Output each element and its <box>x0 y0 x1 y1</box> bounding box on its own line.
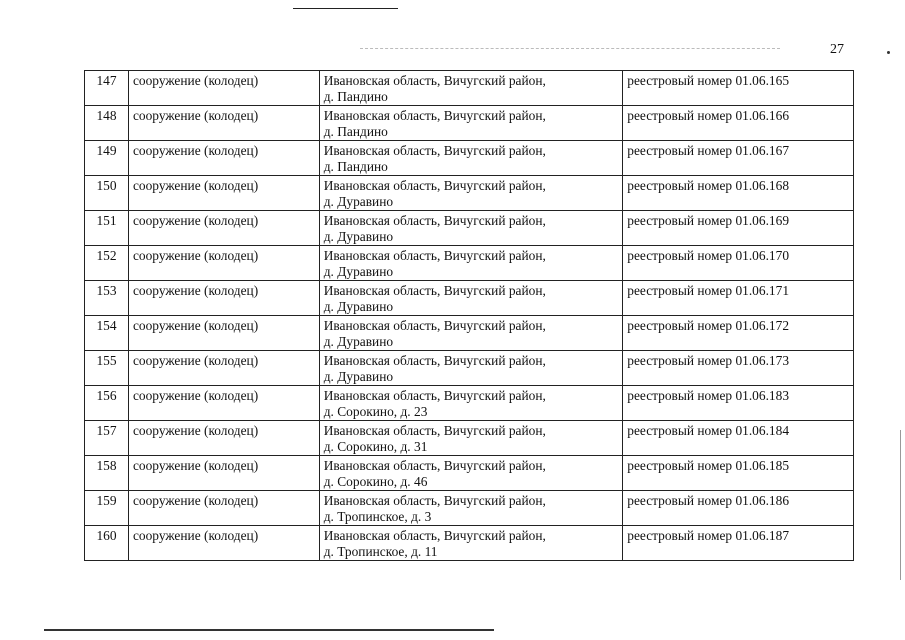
object-type-cell <box>128 491 319 526</box>
row-number-cell-line-1: 159 <box>96 493 117 508</box>
address-cell-line-2: д. Дуравино <box>323 229 394 244</box>
row-number-cell-line-1: 153 <box>96 283 117 298</box>
object-type-cell <box>128 316 319 351</box>
address-cell-line-1: Ивановская область, Вичугский район, <box>323 143 546 158</box>
row-number-cell <box>85 281 129 316</box>
object-type-cell-line-1: сооружение (колодец) <box>132 248 259 263</box>
table-row <box>85 106 854 141</box>
registry-number-cell <box>623 211 854 246</box>
registry-number-cell-line-1: реестровый номер 01.06.173 <box>627 353 790 368</box>
registry-number-cell <box>623 526 854 561</box>
object-type-cell-line-1: сооружение (колодец) <box>132 388 259 403</box>
address-cell <box>319 491 623 526</box>
registry-number-cell <box>623 106 854 141</box>
object-type-cell <box>128 351 319 386</box>
registry-number-cell-line-1: реестровый номер 01.06.187 <box>627 528 790 543</box>
address-cell-line-1: Ивановская область, Вичугский район, <box>323 248 546 263</box>
registry-number-cell <box>623 141 854 176</box>
row-number-cell-line-1: 148 <box>96 108 117 123</box>
row-number-cell <box>85 351 129 386</box>
object-type-cell <box>128 141 319 176</box>
registry-number-cell <box>623 456 854 491</box>
object-type-cell-line-1: сооружение (колодец) <box>132 493 259 508</box>
row-number-cell <box>85 211 129 246</box>
page-number: 27 <box>830 42 844 57</box>
row-number-cell-line-1: 160 <box>96 528 117 543</box>
address-cell-line-2: д. Дуравино <box>323 369 394 384</box>
table-row <box>85 526 854 561</box>
scan-artifact-speck <box>887 51 890 54</box>
address-cell-line-1: Ивановская область, Вичугский район, <box>323 353 546 368</box>
object-type-cell-line-1: сооружение (колодец) <box>132 73 259 88</box>
registry-number-cell <box>623 316 854 351</box>
address-cell <box>319 141 623 176</box>
address-cell <box>319 71 623 106</box>
row-number-cell <box>85 386 129 421</box>
scan-artifact-bottom-rule <box>44 629 494 631</box>
object-type-cell <box>128 456 319 491</box>
registry-number-cell-line-1: реестровый номер 01.06.169 <box>627 213 790 228</box>
address-cell <box>319 351 623 386</box>
address-cell-line-2: д. Тропинское, д. 3 <box>323 509 432 524</box>
row-number-cell <box>85 246 129 281</box>
scan-artifact-right-edge <box>900 430 901 580</box>
table-row <box>85 456 854 491</box>
table-row <box>85 141 854 176</box>
table-row <box>85 176 854 211</box>
address-cell <box>319 386 623 421</box>
address-cell-line-2: д. Пандино <box>323 124 388 139</box>
registry-table <box>84 70 854 561</box>
row-number-cell-line-1: 158 <box>96 458 117 473</box>
object-type-cell-line-1: сооружение (колодец) <box>132 213 259 228</box>
address-cell-line-1: Ивановская область, Вичугский район, <box>323 318 546 333</box>
registry-number-cell-line-1: реестровый номер 01.06.186 <box>627 493 790 508</box>
table-row <box>85 421 854 456</box>
address-cell-line-1: Ивановская область, Вичугский район, <box>323 213 546 228</box>
address-cell-line-2: д. Тропинское, д. 11 <box>323 544 438 559</box>
registry-number-cell-line-1: реестровый номер 01.06.172 <box>627 318 790 333</box>
row-number-cell <box>85 421 129 456</box>
registry-number-cell <box>623 71 854 106</box>
address-cell <box>319 526 623 561</box>
address-cell <box>319 316 623 351</box>
address-cell <box>319 176 623 211</box>
registry-number-cell <box>623 246 854 281</box>
table-row <box>85 246 854 281</box>
object-type-cell <box>128 106 319 141</box>
address-cell <box>319 421 623 456</box>
address-cell-line-1: Ивановская область, Вичугский район, <box>323 493 546 508</box>
row-number-cell-line-1: 149 <box>96 143 117 158</box>
table-row <box>85 491 854 526</box>
row-number-cell-line-1: 150 <box>96 178 117 193</box>
object-type-cell-line-1: сооружение (колодец) <box>132 528 259 543</box>
table-row <box>85 351 854 386</box>
address-cell <box>319 456 623 491</box>
row-number-cell <box>85 456 129 491</box>
address-cell-line-1: Ивановская область, Вичугский район, <box>323 528 546 543</box>
address-cell-line-1: Ивановская область, Вичугский район, <box>323 73 546 88</box>
table-row <box>85 281 854 316</box>
object-type-cell-line-1: сооружение (колодец) <box>132 353 259 368</box>
address-cell <box>319 246 623 281</box>
address-cell-line-2: д. Дуравино <box>323 264 394 279</box>
object-type-cell <box>128 386 319 421</box>
object-type-cell <box>128 281 319 316</box>
registry-number-cell-line-1: реестровый номер 01.06.170 <box>627 248 790 263</box>
registry-number-cell <box>623 176 854 211</box>
address-cell-line-1: Ивановская область, Вичугский район, <box>323 423 546 438</box>
object-type-cell-line-1: сооружение (колодец) <box>132 318 259 333</box>
address-cell-line-2: д. Дуравино <box>323 334 394 349</box>
address-cell-line-2: д. Сорокино, д. 23 <box>323 404 428 419</box>
address-cell-line-2: д. Сорокино, д. 31 <box>323 439 428 454</box>
scan-artifact-top-rule <box>293 8 398 9</box>
row-number-cell <box>85 141 129 176</box>
table-row <box>85 211 854 246</box>
registry-number-cell-line-1: реестровый номер 01.06.167 <box>627 143 790 158</box>
scan-artifact-dotted-strip <box>360 48 780 50</box>
table-row <box>85 71 854 106</box>
object-type-cell <box>128 176 319 211</box>
row-number-cell <box>85 491 129 526</box>
address-cell <box>319 211 623 246</box>
object-type-cell-line-1: сооружение (колодец) <box>132 108 259 123</box>
object-type-cell-line-1: сооружение (колодец) <box>132 283 259 298</box>
registry-number-cell-line-1: реестровый номер 01.06.166 <box>627 108 790 123</box>
object-type-cell <box>128 71 319 106</box>
row-number-cell-line-1: 156 <box>96 388 117 403</box>
registry-number-cell-line-1: реестровый номер 01.06.185 <box>627 458 790 473</box>
address-cell-line-2: д. Дуравино <box>323 194 394 209</box>
registry-table-body <box>85 71 854 561</box>
row-number-cell-line-1: 151 <box>96 213 117 228</box>
object-type-cell-line-1: сооружение (колодец) <box>132 178 259 193</box>
registry-number-cell-line-1: реестровый номер 01.06.171 <box>627 283 790 298</box>
row-number-cell <box>85 71 129 106</box>
address-cell-line-2: д. Пандино <box>323 159 388 174</box>
address-cell <box>319 281 623 316</box>
row-number-cell <box>85 316 129 351</box>
address-cell-line-1: Ивановская область, Вичугский район, <box>323 388 546 403</box>
table-row <box>85 316 854 351</box>
object-type-cell <box>128 421 319 456</box>
object-type-cell-line-1: сооружение (колодец) <box>132 143 259 158</box>
object-type-cell <box>128 211 319 246</box>
row-number-cell-line-1: 152 <box>96 248 117 263</box>
row-number-cell-line-1: 154 <box>96 318 117 333</box>
registry-number-cell-line-1: реестровый номер 01.06.183 <box>627 388 790 403</box>
registry-number-cell <box>623 421 854 456</box>
table-row <box>85 386 854 421</box>
registry-number-cell-line-1: реестровый номер 01.06.165 <box>627 73 790 88</box>
address-cell <box>319 106 623 141</box>
registry-number-cell <box>623 491 854 526</box>
address-cell-line-2: д. Сорокино, д. 46 <box>323 474 428 489</box>
registry-number-cell-line-1: реестровый номер 01.06.184 <box>627 423 790 438</box>
address-cell-line-1: Ивановская область, Вичугский район, <box>323 108 546 123</box>
row-number-cell-line-1: 157 <box>96 423 117 438</box>
object-type-cell <box>128 246 319 281</box>
registry-number-cell <box>623 386 854 421</box>
address-cell-line-1: Ивановская область, Вичугский район, <box>323 458 546 473</box>
registry-number-cell-line-1: реестровый номер 01.06.168 <box>627 178 790 193</box>
row-number-cell <box>85 106 129 141</box>
row-number-cell <box>85 176 129 211</box>
row-number-cell-line-1: 147 <box>96 73 117 88</box>
object-type-cell-line-1: сооружение (колодец) <box>132 423 259 438</box>
address-cell-line-2: д. Дуравино <box>323 299 394 314</box>
address-cell-line-1: Ивановская область, Вичугский район, <box>323 283 546 298</box>
row-number-cell <box>85 526 129 561</box>
object-type-cell-line-1: сооружение (колодец) <box>132 458 259 473</box>
address-cell-line-2: д. Пандино <box>323 89 388 104</box>
object-type-cell <box>128 526 319 561</box>
row-number-cell-line-1: 155 <box>96 353 117 368</box>
registry-number-cell <box>623 351 854 386</box>
registry-number-cell <box>623 281 854 316</box>
address-cell-line-1: Ивановская область, Вичугский район, <box>323 178 546 193</box>
